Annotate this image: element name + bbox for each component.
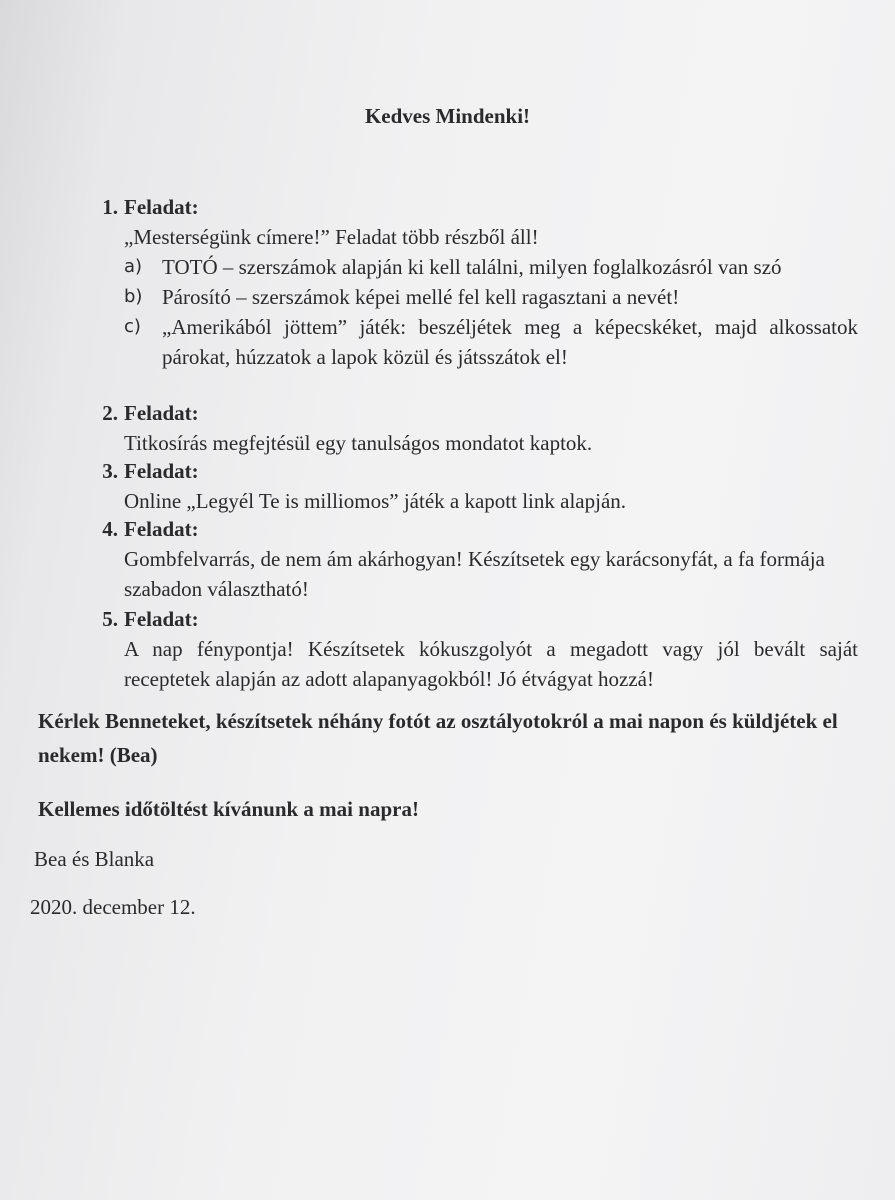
task-heading xyxy=(78,604,858,634)
wish-line: Kellemes időtöltést kívánunk a mai napra! xyxy=(38,797,419,821)
task-label: Feladat: xyxy=(124,195,199,219)
task-label: Feladat: xyxy=(124,401,199,425)
task-number: 1. xyxy=(102,195,118,219)
signature: Bea és Blanka xyxy=(34,847,155,871)
subitem-text: „Amerikából jöttem” játék: beszéljétek meg a képecskéket, majd alkossatok párokat, húzzatok a lapok közül és játsszátok el! xyxy=(162,315,858,369)
subitem-marker: c) xyxy=(124,316,141,337)
task-heading xyxy=(78,398,858,428)
task-number: 3. xyxy=(102,459,118,483)
task-2 xyxy=(78,398,858,458)
task-label: Feladat: xyxy=(124,459,199,483)
task-1 xyxy=(78,192,858,372)
subitem-text: Párosító – szerszámok képei mellé fel kell ragasztani a nevét! xyxy=(162,285,680,309)
task-number: 4. xyxy=(102,517,118,541)
photo-request: Kérlek Benneteket, készítsetek néhány fotót az osztályotokról a mai napon és küldjétek el nekem! (Bea) xyxy=(38,709,838,767)
task-heading xyxy=(78,456,858,486)
task-number: 2. xyxy=(102,401,118,425)
task-5 xyxy=(78,604,858,694)
subitem-c xyxy=(78,312,858,372)
subitem-b xyxy=(78,282,858,312)
task-text: Online „Legyél Te is milliomos” játék a kapott link alapján. xyxy=(124,489,627,513)
task-label: Feladat: xyxy=(124,517,199,541)
task-text: „Mesterségünk címere!” Feladat több részből áll! xyxy=(124,225,539,249)
task-4 xyxy=(78,514,858,604)
task-text: Titkosírás megfejtésül egy tanulságos mondatot kaptok. xyxy=(124,431,593,455)
task-text: Gombfelvarrás, de nem ám akárhogyan! Készítsetek egy karácsonyfát, a fa formája szabadon választható! xyxy=(124,547,825,601)
task-heading xyxy=(78,514,858,544)
task-label: Feladat: xyxy=(124,607,199,631)
subitem-a xyxy=(78,252,858,282)
subitem-marker: a) xyxy=(124,256,143,277)
task-heading xyxy=(78,192,858,222)
subitem-text: TOTÓ – szerszámok alapján ki kell találni, milyen foglalkozásról van szó xyxy=(162,255,782,279)
subitem-marker: b) xyxy=(124,286,143,307)
date: 2020. december 12. xyxy=(30,895,196,919)
task-number: 5. xyxy=(102,607,118,631)
task-text: A nap fénypontja! Készítsetek kókuszgolyót a megadott vagy jól bevált saját receptetek alapján az adott alapanyagokból! Jó étvágyat hozzá! xyxy=(124,637,858,691)
letter-title: Kedves Mindenki! xyxy=(364,104,531,128)
task-3 xyxy=(78,456,858,516)
